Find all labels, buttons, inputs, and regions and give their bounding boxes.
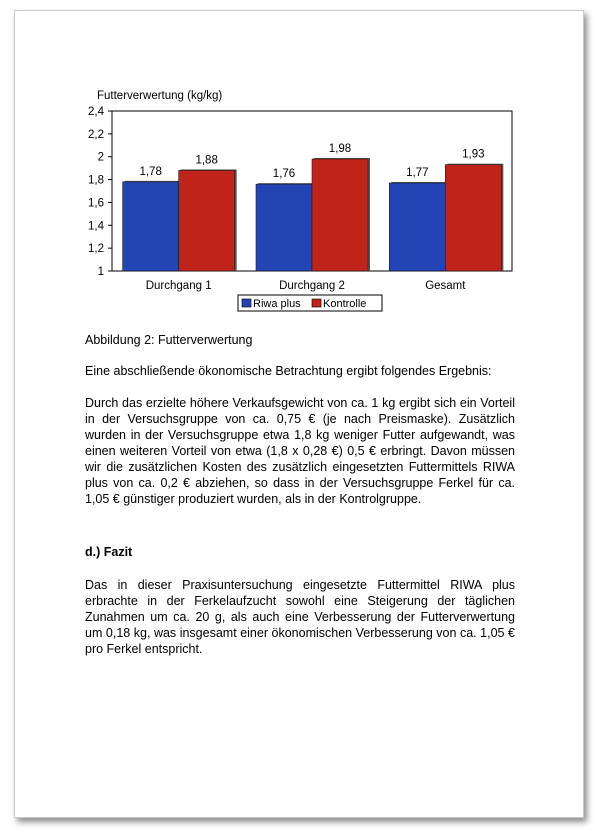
chart-title: Futterverwertung (kg/kg) [97, 90, 223, 102]
x-tick-label: Gesamt [425, 280, 466, 292]
figure-caption: Abbildung 2: Futterverwertung [85, 333, 253, 347]
bar-riwa-plus [256, 184, 312, 271]
section-heading: d.) Fazit [85, 545, 133, 559]
x-axis [146, 280, 467, 292]
legend [238, 295, 382, 311]
paragraph-conclusion: Das in dieser Praxisuntersuchung eingesetzte Futtermittel RIWA plus erbrachte in der Ferkelaufzucht sowohl eine Steigerung der täglichen Zunahmen um ca. 20 g, als auch eine Verbesserung der Futterverwertung um 0,18 kg, was insgesamt einer ökonomischen Verbesserung von ca. 1,05 € pro Ferkel entspricht. [85, 578, 515, 656]
legend-label: Kontrolle [323, 298, 367, 310]
data-label: 1,77 [406, 167, 429, 179]
y-tick-label: 1,6 [88, 197, 104, 210]
chart [15, 11, 583, 331]
bar-riwa-plus [123, 182, 179, 271]
paragraph-intro: Eine abschließende ökonomische Betrachtung ergibt folgendes Ergebnis: [85, 364, 492, 378]
bars [123, 158, 504, 271]
y-tick-label: 2,2 [88, 128, 104, 141]
data-label: 1,88 [195, 154, 218, 167]
y-tick-label: 1,2 [88, 243, 104, 256]
data-label: 1,78 [139, 165, 162, 178]
y-tick-label: 1 [97, 266, 104, 278]
y-tick-label: 1,8 [88, 174, 104, 187]
legend-label: Riwa plus [253, 298, 301, 310]
x-tick-label: Durchgang 1 [145, 280, 212, 292]
chart-svg [15, 11, 583, 331]
legend-swatch [242, 299, 251, 307]
legend-swatch [312, 299, 321, 307]
y-tick-label: 2,4 [88, 106, 104, 118]
bar-kontrolle [445, 165, 501, 271]
data-label: 1,98 [328, 143, 352, 155]
bar-riwa-plus [389, 183, 445, 271]
y-tick-label: 1,4 [88, 220, 104, 233]
bar-kontrolle [312, 159, 368, 271]
data-label: 1,76 [272, 168, 296, 181]
paragraph-economics: Durch das erzielte höhere Verkaufsgewicht von ca. 1 kg ergibt sich ein Vorteil in der Versuchsgruppe von ca. 0,75 € (je nach Preismaske). Zusätzlich wurden in der Versuchsgruppe etwa 1,8 kg weniger Futter aufgewandt, was einen weiteren Vorteil von etwa (1,8 x 0,28 €) 0,5 € erbringt. Davon müssen wir die zusätzlichen Kosten des zusätzlich eingesetzten Futtermittels RIWA plus von ca. 0,2 € abziehen, so dass in der Versuchsgruppe Ferkel für ca. 1,05 € günstiger produziert wurden, als in der Kontrolgruppe. [85, 396, 515, 506]
bar-kontrolle [179, 170, 235, 271]
y-tick-label: 2 [97, 151, 104, 164]
x-tick-label: Durchgang 2 [279, 280, 345, 292]
data-label: 1,93 [462, 148, 485, 161]
document-page [14, 10, 584, 818]
y-axis [88, 106, 112, 278]
